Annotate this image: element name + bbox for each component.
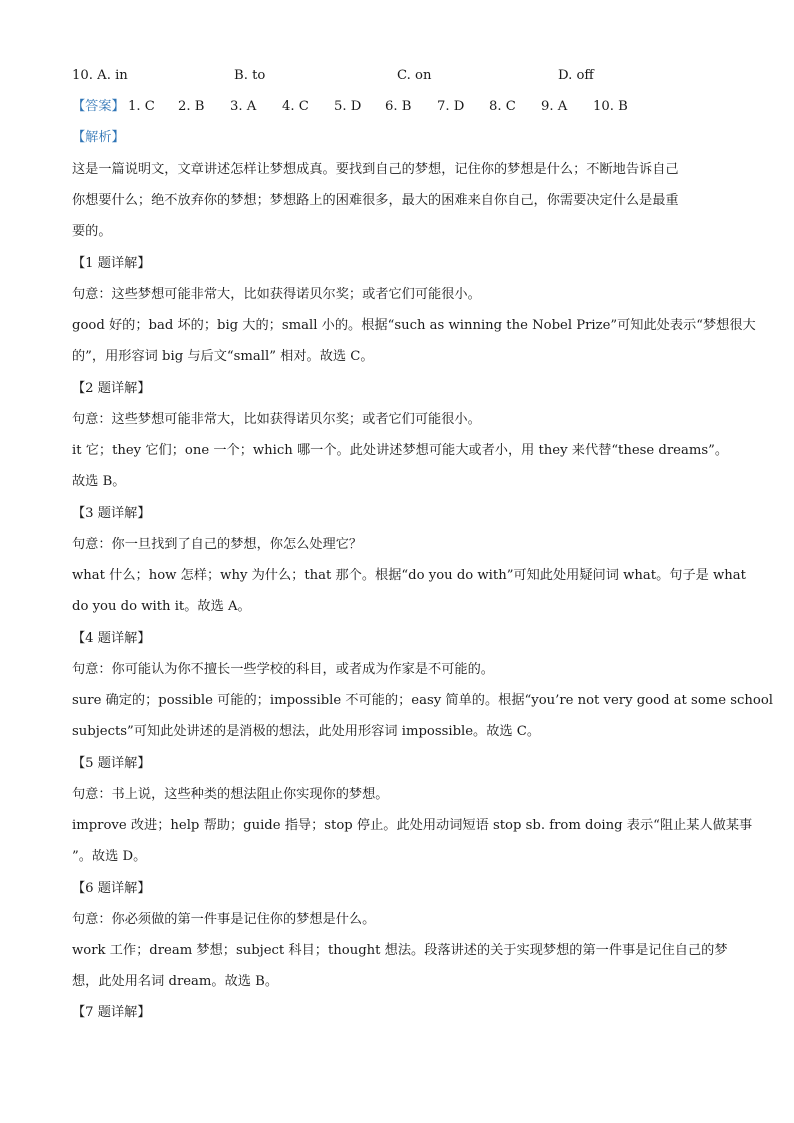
- q3-explanation: what 什么；how 怎样；why 为什么；that 那个。根据“do you do with”可知此处用疑问词 what。句子是 what: [72, 568, 746, 583]
- answer-item: 9. A: [541, 99, 568, 114]
- q7-title: 【7 题详解】: [72, 1005, 151, 1020]
- analysis-text: 你想要什么；绝不放弃你的梦想；梦想路上的困难很多，最大的困难来自你自己，你需要决定什么是最重: [72, 193, 679, 208]
- answer-item: 1. C: [128, 99, 155, 114]
- q5-explanation: ”。故选 D。: [72, 849, 147, 864]
- q2-title: 【2 题详解】: [72, 381, 151, 396]
- answer-item: 4. C: [282, 99, 309, 114]
- q6-explanation: 想，此处用名词 dream。故选 B。: [72, 974, 279, 989]
- q6-explanation: work 工作；dream 梦想；subject 科目；thought 想法。段落讲述的关于实现梦想的第一件事是记住自己的梦: [72, 943, 728, 958]
- q5-title: 【5 题详解】: [72, 756, 151, 771]
- q5-meaning: 句意：书上说，这些种类的想法阻止你实现你的梦想。: [72, 787, 389, 802]
- q1-meaning: 句意：这些梦想可能非常大，比如获得诺贝尔奖；或者它们可能很小。: [72, 287, 481, 302]
- answer-item: 3. A: [230, 99, 257, 114]
- q2-explanation: 故选 B。: [72, 474, 126, 489]
- option-d: D. off: [558, 68, 594, 83]
- option-b: B. to: [234, 68, 266, 83]
- answer-item: 8. C: [489, 99, 516, 114]
- option-a: 10. A. in: [72, 68, 128, 83]
- q4-explanation: sure 确定的；possible 可能的；impossible 不可能的；easy 简单的。根据“you’re not very good at some school: [72, 693, 774, 708]
- q4-meaning: 句意：你可能认为你不擅长一些学校的科目，或者成为作家是不可能的。: [72, 662, 494, 677]
- q3-title: 【3 题详解】: [72, 506, 151, 521]
- q5-explanation: improve 改进；help 帮助；guide 指导；stop 停止。此处用动词短语 stop sb. from doing 表示“阻止某人做某事: [72, 818, 753, 833]
- analysis-label: 【解析】: [72, 130, 125, 145]
- q3-explanation: do you do with it。故选 A。: [72, 599, 251, 614]
- q1-explanation: good 好的；bad 坏的；big 大的；small 小的。根据“such as winning the Nobel Prize”可知此处表示“梦想很大: [72, 318, 756, 333]
- answer-item: 6. B: [385, 99, 412, 114]
- q1-explanation: 的”，用形容词 big 与后文“small” 相对。故选 C。: [72, 349, 374, 364]
- answer-label: 【答案】: [72, 99, 125, 114]
- q1-title: 【1 题详解】: [72, 256, 151, 271]
- answer-item: 5. D: [334, 99, 362, 114]
- q2-explanation: it 它；they 它们；one 一个；which 哪一个。此处讲述梦想可能大或者小，用 they 来代替“these dreams”。: [72, 443, 729, 458]
- analysis-text: 这是一篇说明文，文章讲述怎样让梦想成真。要找到自己的梦想，记住你的梦想是什么；不断地告诉自己: [72, 162, 679, 177]
- analysis-text: 要的。: [72, 224, 112, 239]
- q4-explanation: subjects”可知此处讲述的是消极的想法，此处用形容词 impossible。故选 C。: [72, 724, 541, 739]
- answer-item: 7. D: [437, 99, 465, 114]
- option-c: C. on: [397, 68, 432, 83]
- q6-title: 【6 题详解】: [72, 881, 151, 896]
- q3-meaning: 句意：你一旦找到了自己的梦想，你怎么处理它？: [72, 537, 363, 552]
- answer-item: 2. B: [178, 99, 205, 114]
- answer-item: 10. B: [593, 99, 628, 114]
- q2-meaning: 句意：这些梦想可能非常大，比如获得诺贝尔奖；或者它们可能很小。: [72, 412, 481, 427]
- answer-key: [72, 98, 722, 116]
- q6-meaning: 句意：你必须做的第一件事是记住你的梦想是什么。: [72, 912, 376, 927]
- q4-title: 【4 题详解】: [72, 631, 151, 646]
